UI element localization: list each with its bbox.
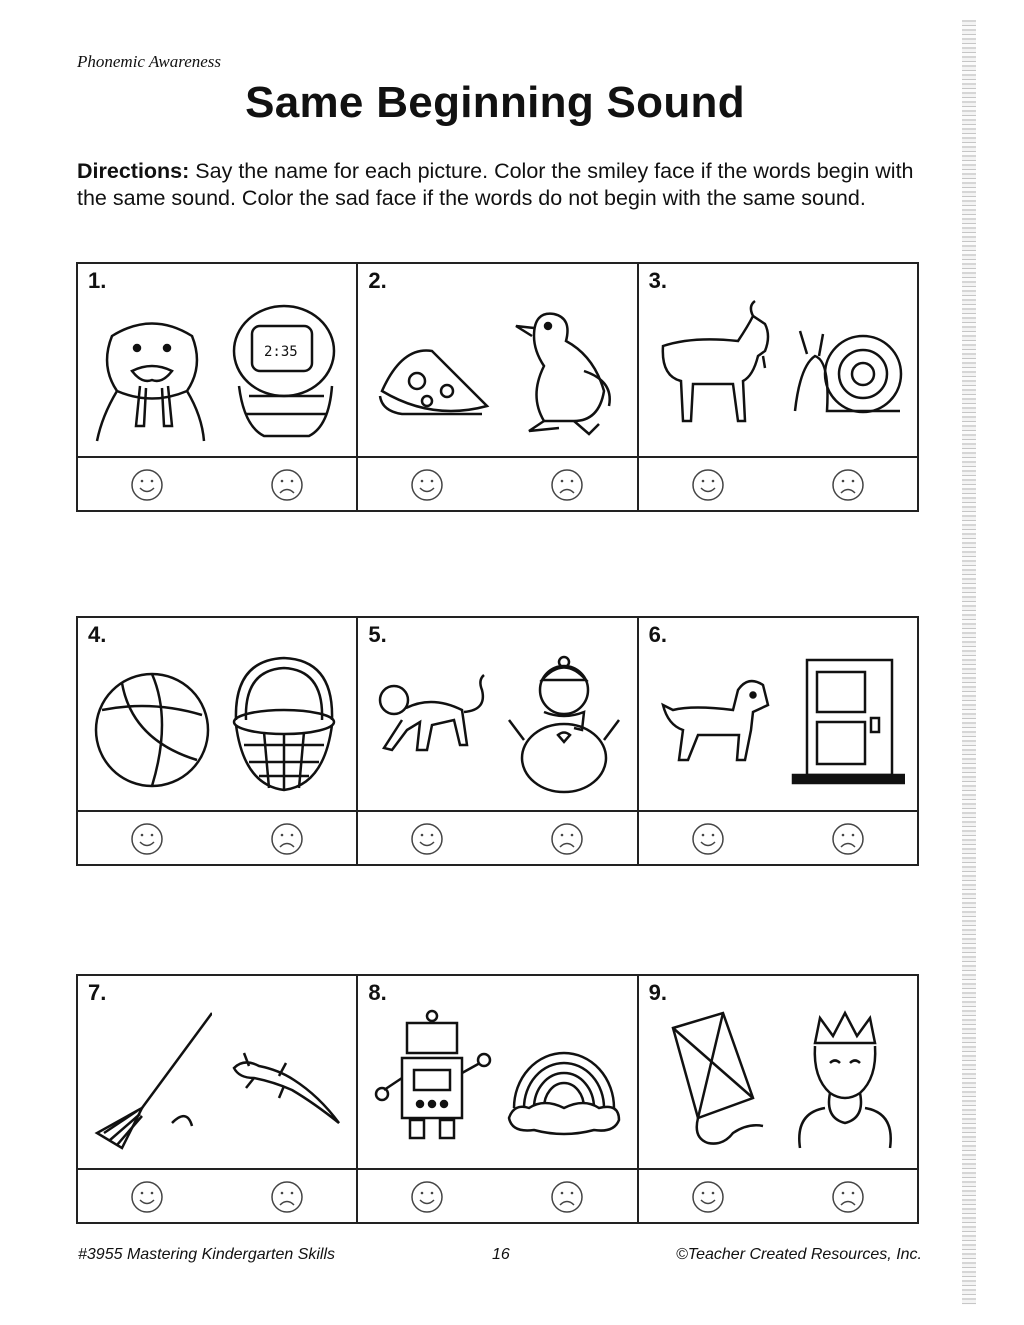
directions-label: Directions: bbox=[77, 159, 190, 183]
sad-face-icon[interactable] bbox=[831, 468, 865, 502]
snowman-icon bbox=[504, 650, 624, 800]
watch-time: 2:35 bbox=[264, 344, 298, 360]
item-number: 2. bbox=[368, 268, 387, 293]
smiley-face-icon[interactable] bbox=[130, 468, 164, 502]
item-cell-4 bbox=[78, 618, 358, 864]
section-label: Phonemic Awareness bbox=[77, 52, 222, 71]
item-cell-7 bbox=[78, 976, 358, 1222]
dog-icon bbox=[653, 650, 773, 800]
door-icon bbox=[785, 650, 905, 800]
item-row-1 bbox=[76, 262, 919, 512]
item-row-3 bbox=[76, 974, 919, 1224]
smiley-face-icon[interactable] bbox=[691, 822, 725, 856]
item-cell-6 bbox=[639, 618, 917, 864]
sad-face-icon[interactable] bbox=[831, 822, 865, 856]
footer-right: ©Teacher Created Resources, Inc. bbox=[676, 1246, 922, 1263]
directions bbox=[77, 158, 917, 212]
walrus-icon bbox=[92, 296, 212, 446]
item-number: 5. bbox=[368, 622, 387, 647]
item-number: 8. bbox=[368, 980, 387, 1005]
kite-icon bbox=[653, 1008, 773, 1158]
sad-face-icon[interactable] bbox=[270, 1180, 304, 1214]
smiley-face-icon[interactable] bbox=[410, 822, 444, 856]
smiley-face-icon[interactable] bbox=[691, 468, 725, 502]
item-number: 9. bbox=[648, 980, 668, 1005]
pizza-icon bbox=[372, 296, 492, 446]
item-cell-8 bbox=[358, 976, 638, 1222]
rainbow-icon bbox=[504, 1008, 624, 1158]
item-cell-1 bbox=[78, 264, 358, 510]
item-cell-9 bbox=[639, 976, 917, 1222]
sad-face-icon[interactable] bbox=[550, 822, 584, 856]
page-number: 16 bbox=[492, 1246, 510, 1263]
penguin-icon bbox=[504, 296, 624, 446]
item-cell-3 bbox=[639, 264, 917, 510]
item-cell-2 bbox=[358, 264, 638, 510]
item-cell-5 bbox=[358, 618, 638, 864]
directions-text: Say the name for each picture. Color the smiley face if the words begin with the same sound. Color the sad face if the words do not begin with the same sound. bbox=[77, 159, 914, 210]
scan-edge-strip bbox=[962, 20, 976, 1305]
item-number: 3. bbox=[648, 268, 668, 293]
page-title: Same Beginning Sound bbox=[245, 78, 745, 127]
robot-icon bbox=[372, 1008, 492, 1158]
king-icon bbox=[785, 1008, 905, 1158]
footer-left: #3955 Mastering Kindergarten Skills bbox=[78, 1246, 336, 1263]
sad-face-icon[interactable] bbox=[831, 1180, 865, 1214]
sad-face-icon[interactable] bbox=[270, 468, 304, 502]
smiley-face-icon[interactable] bbox=[691, 1180, 725, 1214]
sad-face-icon[interactable] bbox=[550, 1180, 584, 1214]
lizard-icon bbox=[224, 1008, 344, 1158]
monkey-icon bbox=[372, 650, 492, 800]
smiley-face-icon[interactable] bbox=[410, 1180, 444, 1214]
item-number: 4. bbox=[88, 622, 107, 647]
basket-icon bbox=[224, 650, 344, 800]
smiley-face-icon[interactable] bbox=[410, 468, 444, 502]
smiley-face-icon[interactable] bbox=[130, 1180, 164, 1214]
smiley-face-icon[interactable] bbox=[130, 822, 164, 856]
ball-icon bbox=[92, 650, 212, 800]
snail-icon bbox=[785, 296, 905, 446]
watch-icon bbox=[224, 296, 344, 446]
item-number: 6. bbox=[648, 622, 668, 647]
sad-face-icon[interactable] bbox=[550, 468, 584, 502]
sad-face-icon[interactable] bbox=[270, 822, 304, 856]
item-row-2 bbox=[76, 616, 919, 866]
item-number: 7. bbox=[88, 980, 107, 1005]
item-number: 1. bbox=[88, 268, 107, 293]
rake-icon bbox=[92, 1008, 212, 1158]
goat-icon bbox=[653, 296, 773, 446]
